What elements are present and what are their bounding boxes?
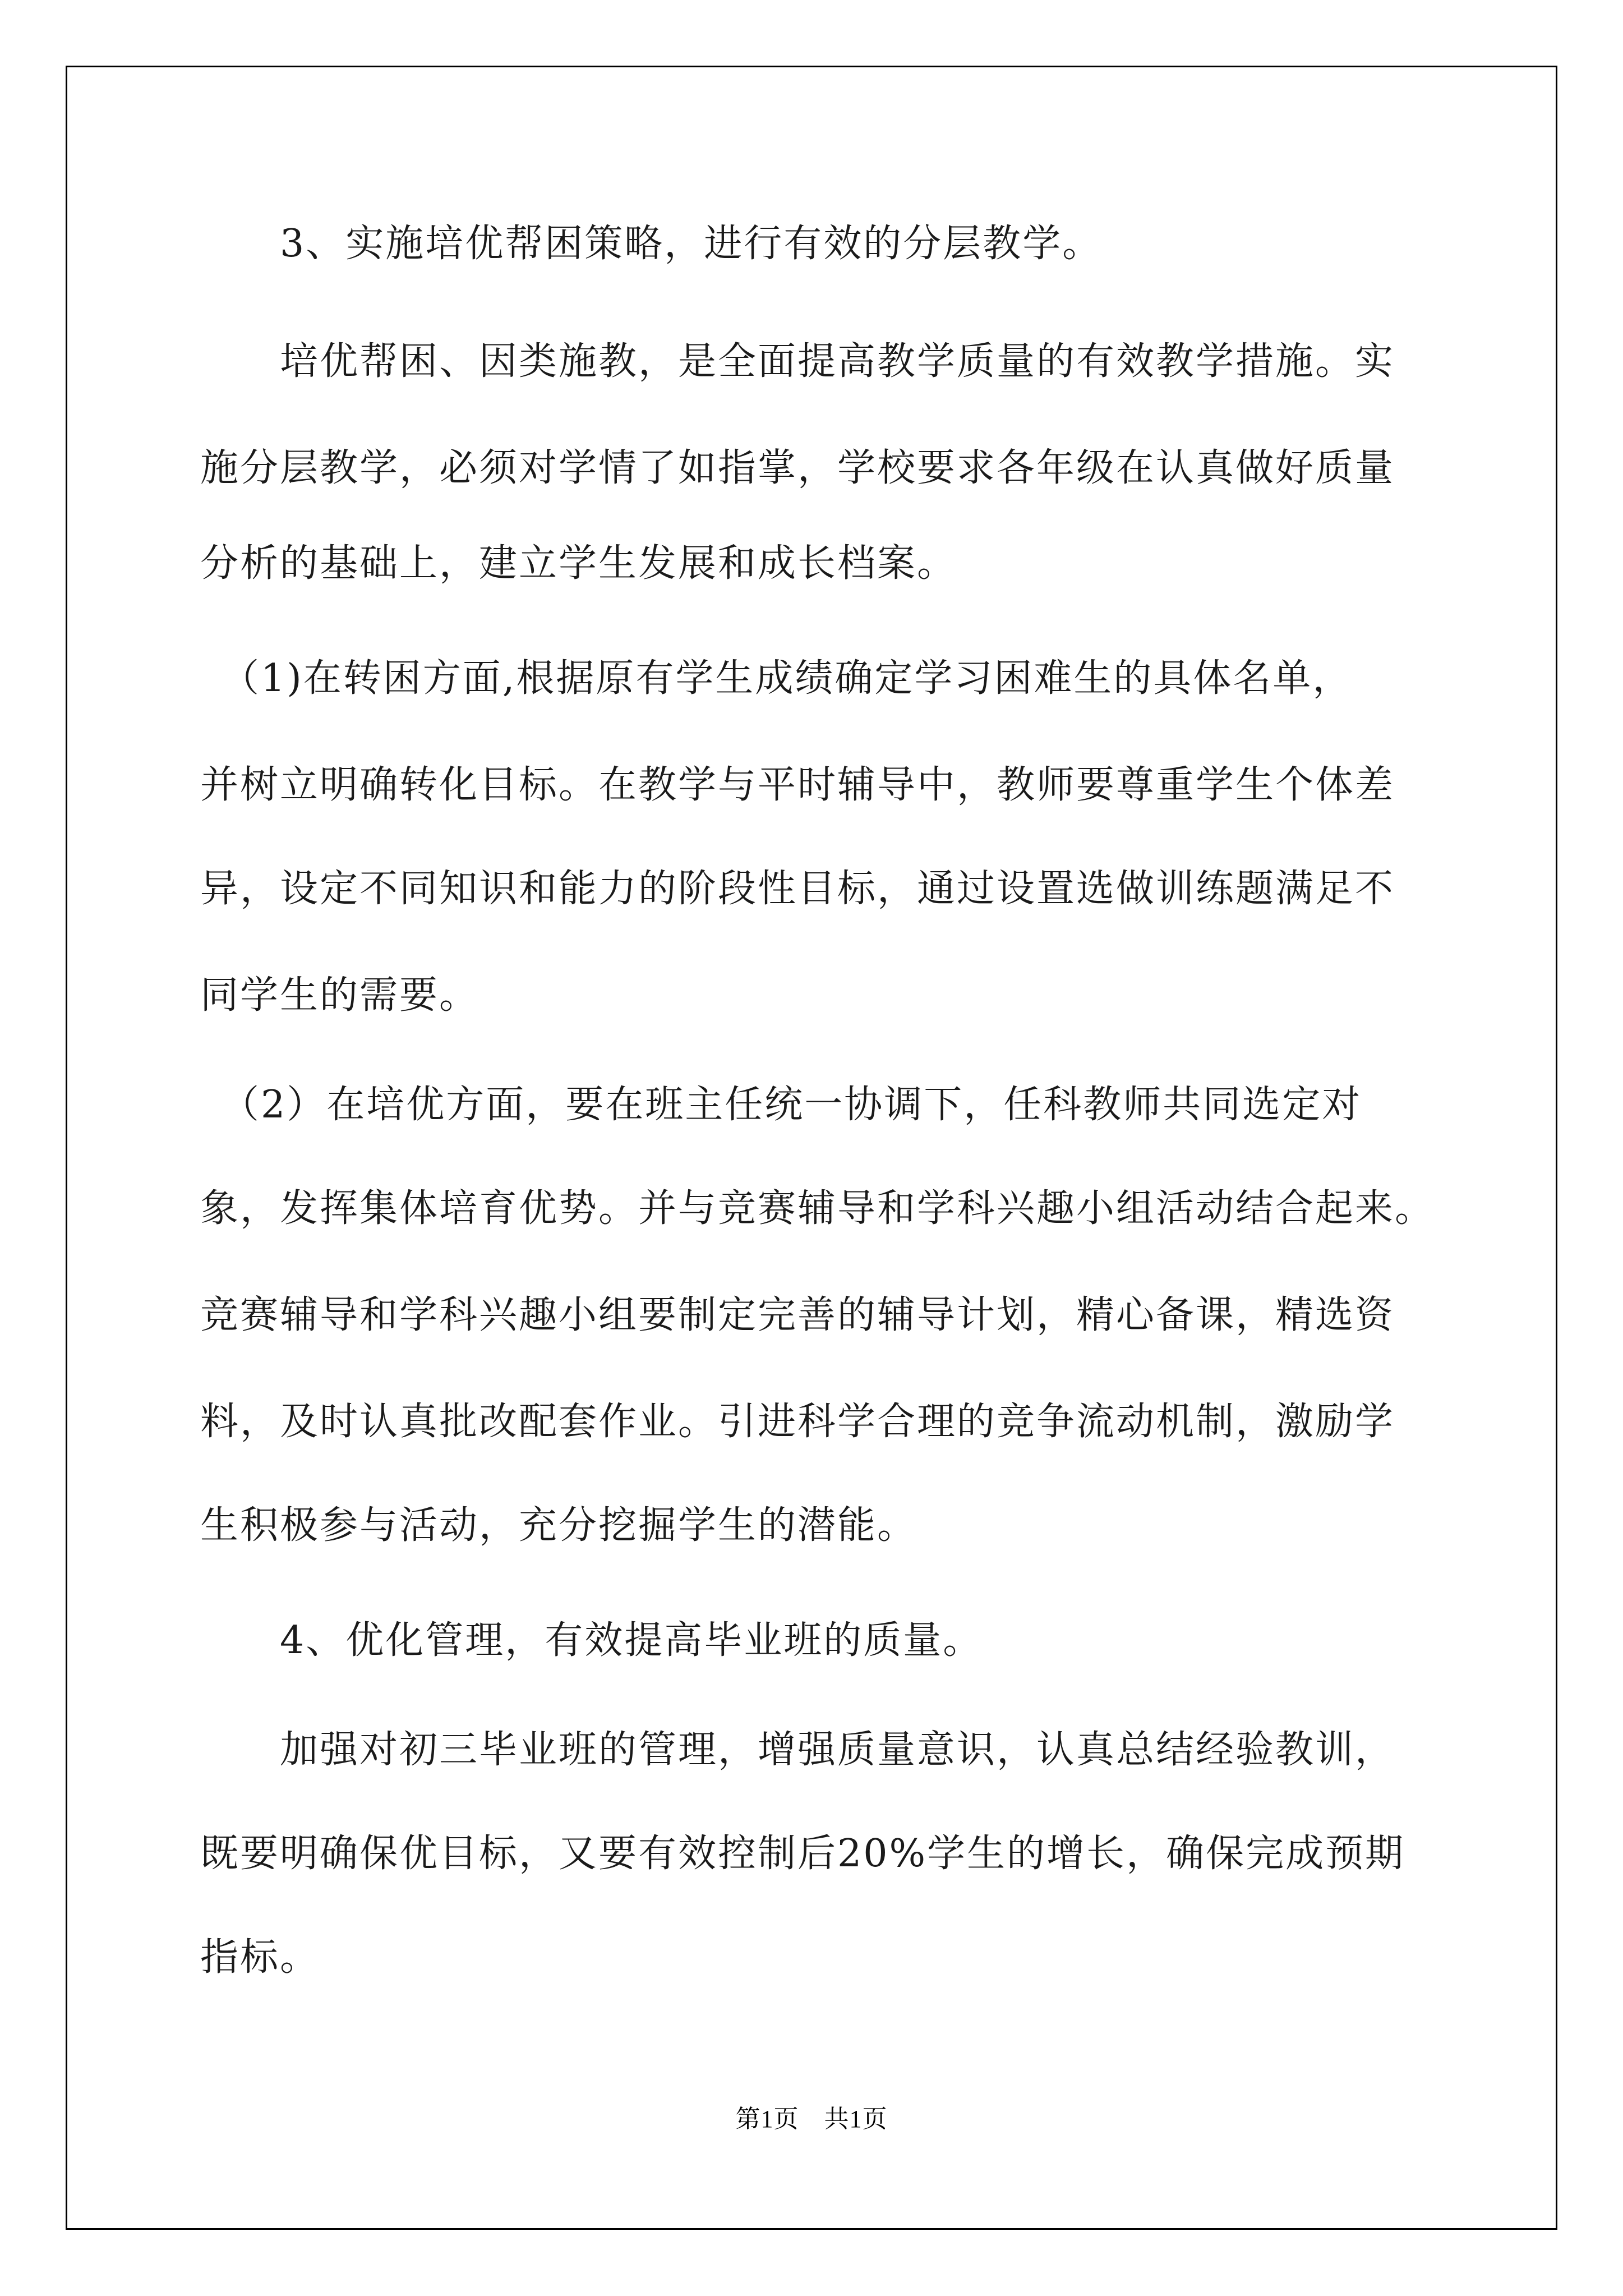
paragraph-line: 同学生的需要。 (200, 973, 479, 1018)
paragraph-line: 3、实施培优帮困策略，进行有效的分层教学。 (200, 222, 1103, 266)
paragraph-line: 并树立明确转化目标。在教学与平时辅导中，教师要尊重学生个体差 (200, 763, 1395, 807)
paragraph-line: （1)在转困方面,根据原有学生成绩确定学习困难生的具体名单， (200, 656, 1353, 701)
paragraph-line: 象，发挥集体培育优势。并与竞赛辅导和学科兴趣小组活动结合起来。 (200, 1186, 1435, 1231)
paragraph-line: 既要明确保优目标，又要有效控制后20%学生的增长，确保完成预期 (200, 1832, 1405, 1876)
paragraph-line: 培优帮困、因类施教，是全面提高教学质量的有效教学措施。实 (200, 339, 1395, 384)
paragraph-line: （2）在培优方面，要在班主任统一协调下，任科教师共同选定对 (200, 1083, 1362, 1127)
paragraph-line: 竞赛辅导和学科兴趣小组要制定完善的辅导计划，精心备课，精选资 (200, 1293, 1395, 1337)
paragraph-line: 异，设定不同知识和能力的阶段性目标，通过设置选做训练题满足不 (200, 867, 1395, 911)
page-border (66, 66, 1557, 2230)
page-number-footer: 第1页 共1页 (735, 2105, 888, 2133)
paragraph-line: 施分层教学，必须对学情了如指掌，学校要求各年级在认真做好质量 (200, 446, 1395, 490)
paragraph-line: 4、优化管理，有效提高毕业班的质量。 (200, 1618, 983, 1663)
paragraph-line: 指标。 (200, 1935, 320, 1980)
paragraph-line: 分析的基础上，建立学生发展和成长档案。 (200, 541, 957, 586)
paragraph-line: 加强对初三毕业班的管理，增强质量意识，认真总结经验教训， (200, 1728, 1395, 1772)
paragraph-line: 料，及时认真批改配套作业。引进科学合理的竞争流动机制，激励学 (200, 1400, 1395, 1444)
paragraph-line: 生积极参与活动，充分挖掘学生的潜能。 (200, 1503, 917, 1548)
